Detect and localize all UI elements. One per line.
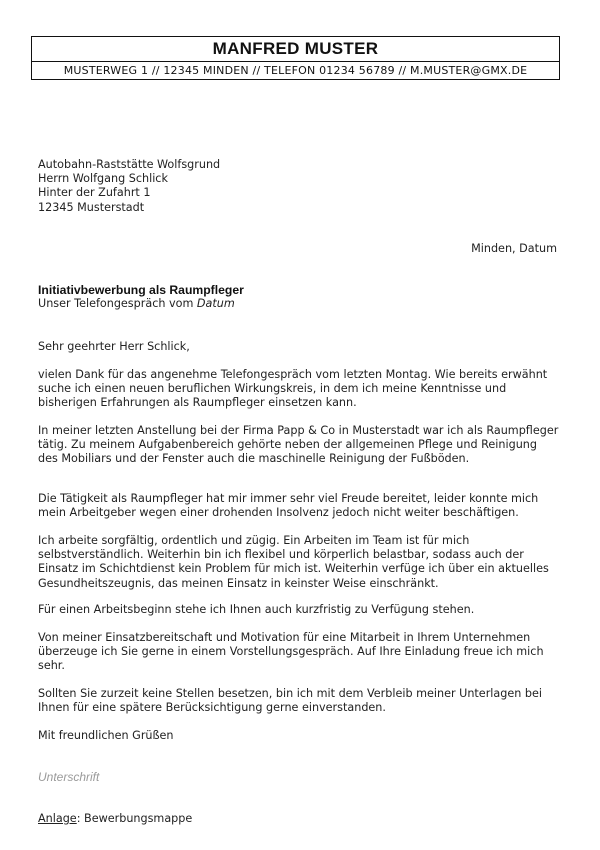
salutation: Sehr geehrter Herr Schlick, [38,340,190,353]
recipient-line: 12345 Musterstadt [38,200,145,214]
enclosure-text: : Bewerbungsmappe [76,812,193,825]
sender-name: MANFRED MUSTER [32,37,559,62]
signature-placeholder: Unterschrift [38,770,100,784]
subject-reference-date: Datum [196,297,235,311]
subject-title: Initiativbewerbung als Raumpfleger [38,283,244,297]
body-paragraph: Ich arbeite sorgfältig, ordentlich und zügig. Ein Arbeiten im Team ist für mich selbstverständlich. Weiterhin bin ich flexibel und körperlich belastbar, sodass auch der Einsatz im Schichtdienst kein Problem für mich ist. Weiterhin verfüge ich über ein aktuelles Gesundheitszeugnis, das meinen Einsatz in keinster Weise einschränkt. [38,534,549,590]
body-paragraph: In meiner letzten Anstellung bei der Firma Papp & Co in Musterstadt war ich als Raumpfleger tätig. Zu meinem Aufgabenbereich gehörte neben der allgemeinen Pflege und Reinigung des Mobiliars und der Fenster auch die maschinelle Reinigung der Fußböden. [38,424,559,466]
recipient-address [38,158,560,215]
recipient-line: Herrn Wolfgang Schlick [38,172,168,186]
enclosure-label: Anlage [38,812,77,825]
subject-reference [38,297,560,311]
subject-reference-text: Unser Telefongespräch vom [38,297,197,311]
body-paragraph: Die Tätigkeit als Raumpfleger hat mir immer sehr viel Freude bereitet, leider konnte mich mein Arbeitgeber wegen einer drohenden Insolvenz jedoch nicht weiter beschäftigen. [38,492,539,520]
body-paragraph: Von meiner Einsatzbereitschaft und Motivation für eine Mitarbeit in Ihrem Unternehmen überzeuge ich Sie gerne in einem Vorstellungsgespräch. Auf Ihre Einladung freue ich mich sehr. [38,631,544,673]
closing-formula: Mit freundlichen Grüßen [38,729,174,742]
recipient-line: Autobahn-Raststätte Wolfsgrund [38,158,221,171]
letterhead [31,36,560,80]
body-paragraph: vielen Dank für das angenehme Telefongespräch vom letzten Montag. Wie bereits erwähnt suche ich einen neuen beruflichen Wirkungskreis, in dem ich meine Kenntnisse und bisherigen Erfahrungen als Raumpfleger einsetzen kann. [38,368,548,410]
place-date: Minden, Datum [471,242,557,255]
sender-contact-line: MUSTERWEG 1 // 12345 MINDEN // TELEFON 01234 56789 // M.MUSTER@GMX.DE [63,64,528,77]
body-paragraph: Für einen Arbeitsbeginn stehe ich Ihnen auch kurzfristig zu Verfügung stehen. [38,603,475,616]
recipient-line: Hinter der Zufahrt 1 [38,186,151,200]
body-paragraph: Sollten Sie zurzeit keine Stellen besetzen, bin ich mit dem Verbleib meiner Unterlagen bei Ihnen für eine spätere Berücksichtigung gerne einverstanden. [38,687,542,715]
enclosure-note [38,812,560,826]
subject-block [38,283,560,311]
